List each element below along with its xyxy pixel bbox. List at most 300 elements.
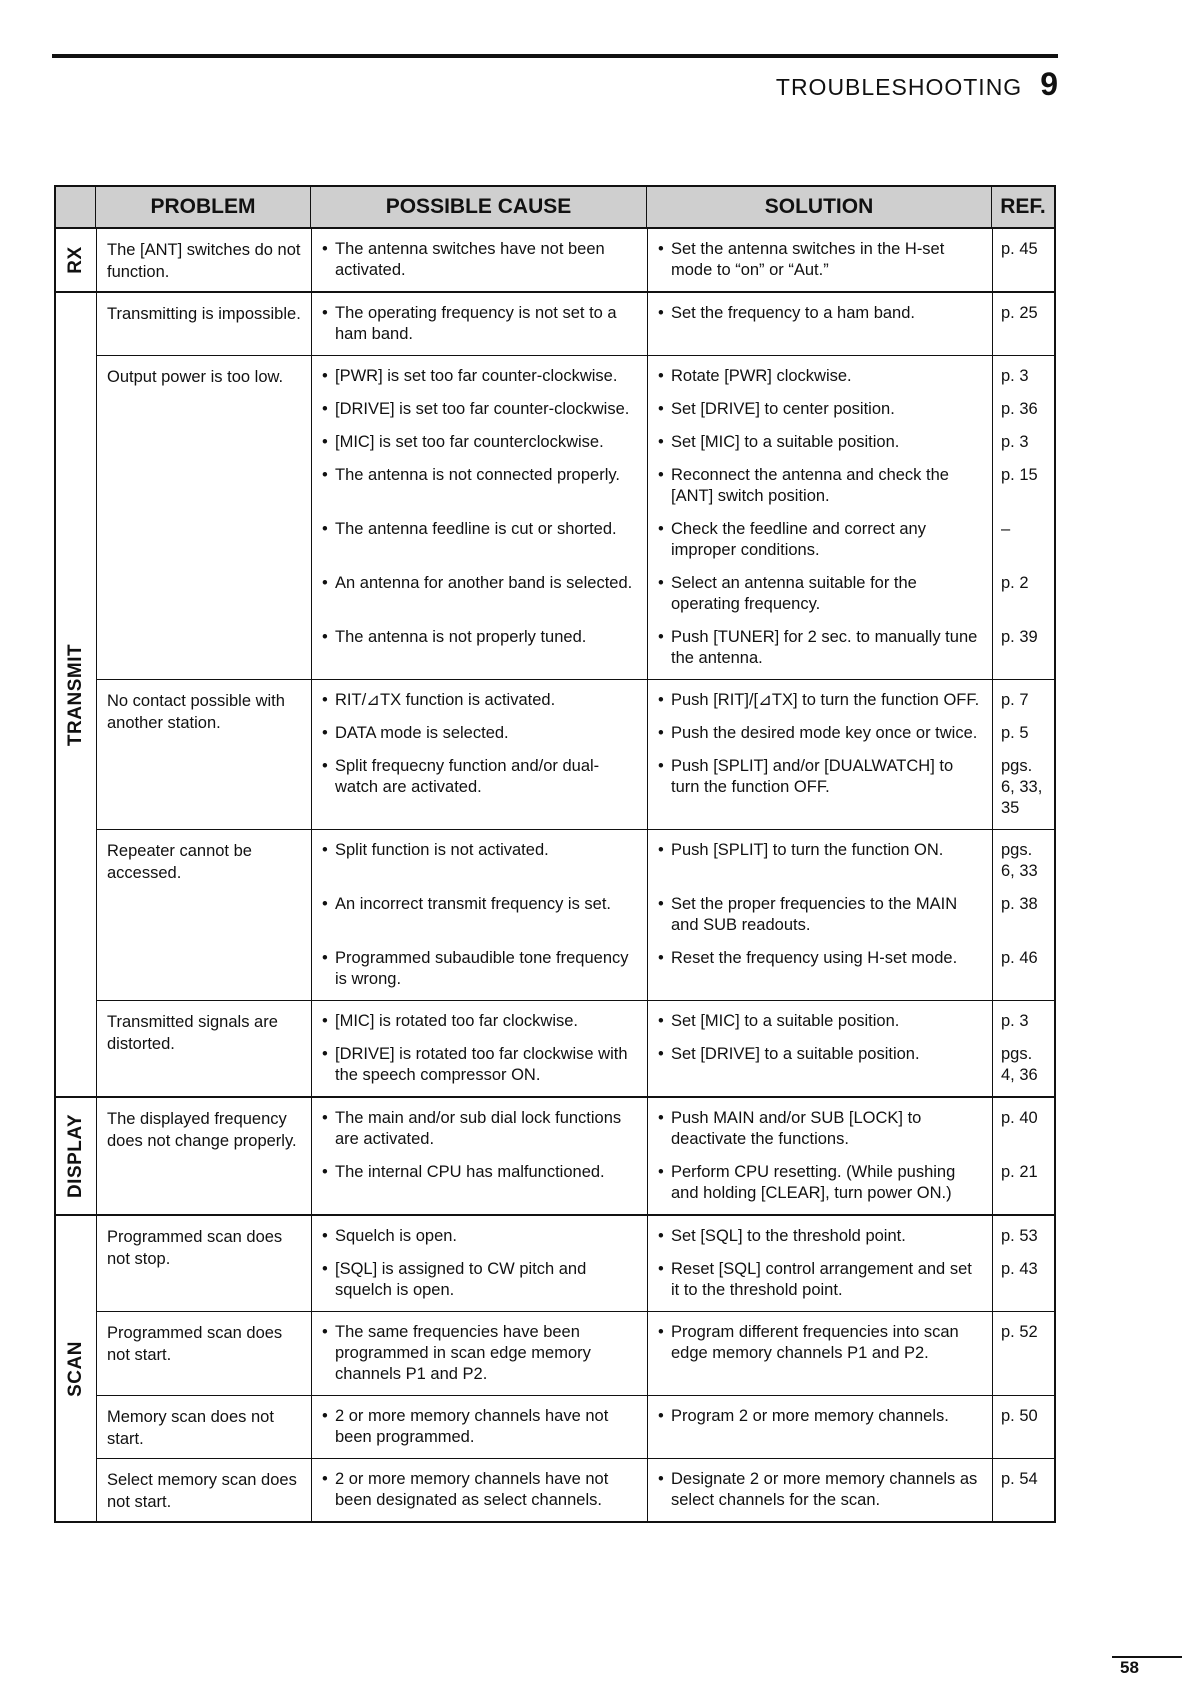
bullet-icon: • [322,240,328,258]
cause-cell-text: The operating frequency is not set to a ham band. [335,304,617,343]
bullet-icon: • [322,1163,328,1181]
bullet-icon: • [658,240,664,258]
cause-cell [312,513,648,567]
solution-cell-text: Set [DRIVE] to a suitable position. [671,1045,920,1063]
bullet-item [322,948,639,990]
cause-cell-text: [DRIVE] is rotated too far clockwise with the speech compressor ON. [335,1045,628,1084]
solution-cell-text: Designate 2 or more memory channels as select channels for the scan. [671,1470,978,1509]
cause-cell-text: 2 or more memory channels have not been designated as select channels. [335,1470,609,1509]
cause-list [312,1396,1054,1458]
ref-cell: p. 21 [1001,1163,1038,1181]
solution-cell [648,1312,993,1395]
bullet-icon: • [658,724,664,742]
bullet-icon: • [322,1407,328,1425]
solution-cell [648,621,993,679]
bullet-item [658,519,984,561]
cause-cell [312,1038,648,1096]
table-row [312,1459,1054,1521]
bullet-item [658,432,984,453]
cause-cell [312,293,648,355]
solution-cell [648,393,993,426]
bullet-icon: • [658,895,664,913]
bullet-item [658,303,984,324]
bullet-item [322,627,639,648]
ref-cell: p. 3 [1001,367,1029,385]
solution-cell-text: Set the proper frequencies to the MAIN and SUB readouts. [671,895,958,934]
solution-cell-text: Push the desired mode key once or twice. [671,724,978,742]
problem-cell: Select memory scan does not start. [97,1459,312,1521]
problem-cell: Transmitted signals are distorted. [97,1001,312,1096]
bullet-icon: • [322,1260,328,1278]
cause-cell [312,830,648,888]
ref-cell: pgs. 4, 36 [1001,1045,1038,1084]
cause-cell [312,888,648,942]
ref-cell: p. 38 [1001,895,1038,913]
table-row [312,1216,1054,1253]
bullet-icon: • [658,691,664,709]
bullet-icon: • [322,1109,328,1127]
bullet-icon: • [658,367,664,385]
bullet-item [322,1162,639,1183]
cause-cell [312,229,648,291]
bullet-item [322,1322,639,1385]
bullet-item [658,894,984,936]
ref-cell: p. 3 [1001,1012,1029,1030]
problem-cell: Memory scan does not start. [97,1396,312,1458]
ref-cell: p. 25 [1001,304,1038,322]
cause-cell [312,426,648,459]
solution-cell [648,426,993,459]
problem-cell: Programmed scan does not start. [97,1312,312,1395]
solution-cell-text: Select an antenna suitable for the operating frequency. [671,574,917,613]
solution-cell-text: Reconnect the antenna and check the [ANT] switch position. [671,466,949,505]
problem-group [97,680,1054,830]
table-row [312,680,1054,717]
problem-cell: The [ANT] switches do not function. [97,229,312,291]
column-ref: REF. [992,187,1054,227]
table-row [312,356,1054,393]
ref-cell: p. 7 [1001,691,1029,709]
ref-cell: p. 40 [1001,1109,1038,1127]
ref-cell: pgs. 6, 33, 35 [1001,757,1043,817]
page-header [776,66,1058,103]
ref-cell: p. 5 [1001,724,1029,742]
bullet-item [322,1469,639,1511]
bullet-icon: • [658,841,664,859]
table-row [312,1312,1054,1395]
bullet-icon: • [322,520,328,538]
solution-cell-text: Perform CPU resetting. (While pushing and holding [CLEAR], turn power ON.) [671,1163,956,1202]
cause-cell [312,717,648,750]
solution-cell [648,1098,993,1156]
table-row [312,717,1054,750]
bullet-item [322,399,639,420]
table-row [312,1396,1054,1458]
cause-list [312,1312,1054,1395]
table-row [312,942,1054,1000]
problem-group [97,229,1054,291]
solution-cell-text: Set [MIC] to a suitable position. [671,433,900,451]
section-scan [56,1216,1054,1521]
cause-cell-text: The same frequencies have been programmed in scan edge memory channels P1 and P2. [335,1323,591,1383]
problem-cell: No contact possible with another station. [97,680,312,829]
table-row [312,621,1054,679]
solution-cell-text: Program 2 or more memory channels. [671,1407,949,1425]
solution-cell-text: Program different frequencies into scan edge memory channels P1 and P2. [671,1323,959,1362]
problem-group [97,293,1054,356]
ref-cell: p. 43 [1001,1260,1038,1278]
solution-cell [648,888,993,942]
solution-cell [648,1038,993,1096]
solution-cell [648,717,993,750]
bullet-icon: • [322,691,328,709]
section-label [56,1216,97,1521]
section-body [97,229,1054,291]
bullet-icon: • [322,466,328,484]
table-body [56,229,1054,1521]
cause-cell-text: The antenna switches have not been activated. [335,240,605,279]
section-label-text: SCAN [65,1340,86,1397]
bullet-icon: • [658,949,664,967]
bullet-item [322,432,639,453]
cause-cell-text: DATA mode is selected. [335,724,509,742]
bullet-icon: • [322,367,328,385]
problem-group [97,1312,1054,1396]
cause-cell-text: The antenna feedline is cut or shorted. [335,520,617,538]
section-label [56,293,97,1096]
table-row [312,426,1054,459]
bullet-icon: • [322,1045,328,1063]
bullet-icon: • [322,574,328,592]
bullet-icon: • [322,1323,328,1341]
solution-cell-text: Set the frequency to a ham band. [671,304,915,322]
bullet-icon: • [322,400,328,418]
cause-list [312,1001,1054,1096]
ref-cell: p. 52 [1001,1323,1038,1341]
section-label [56,1098,97,1214]
bullet-icon: • [322,841,328,859]
cause-cell [312,1098,648,1156]
bullet-item [322,1226,639,1247]
cause-list [312,830,1054,1000]
bullet-item [322,303,639,345]
problem-cell: Output power is too low. [97,356,312,679]
problem-cell: Programmed scan does not stop. [97,1216,312,1311]
bullet-item [322,1011,639,1032]
ref-cell: p. 54 [1001,1470,1038,1488]
cause-cell [312,1459,648,1521]
bullet-icon: • [322,628,328,646]
bullet-item [658,627,984,669]
bullet-icon: • [322,304,328,322]
table-row [312,750,1054,829]
ref-cell: – [1001,520,1011,538]
bullet-item [658,1259,984,1301]
bullet-icon: • [658,1163,664,1181]
bullet-item [658,756,984,798]
table-row [312,1038,1054,1096]
solution-cell-text: Set [SQL] to the threshold point. [671,1227,906,1245]
section-body [97,293,1054,1096]
section-transmit [56,293,1054,1098]
cause-cell-text: Split function is not activated. [335,841,549,859]
cause-list [312,1459,1054,1521]
cause-cell-text: The internal CPU has malfunctioned. [335,1163,605,1181]
solution-cell [648,1459,993,1521]
table-row [312,1156,1054,1214]
cause-list [312,1098,1054,1214]
table-row [312,830,1054,888]
table-row [312,1253,1054,1311]
table-row [312,293,1054,355]
bullet-icon: • [658,628,664,646]
bullet-item [658,1226,984,1247]
solution-cell [648,1253,993,1311]
bullet-item [658,1162,984,1204]
solution-cell [648,459,993,513]
cause-cell-text: [MIC] is set too far counterclockwise. [335,433,604,451]
ref-cell: p. 36 [1001,400,1038,418]
column-cause: POSSIBLE CAUSE [311,187,647,227]
solution-cell [648,356,993,393]
solution-cell-text: Set [DRIVE] to center position. [671,400,895,418]
problem-group [97,1098,1054,1214]
problem-group [97,1459,1054,1521]
cause-cell [312,1312,648,1395]
cause-cell-text: Squelch is open. [335,1227,458,1245]
solution-cell-text: Push [RIT]/[⊿TX] to turn the function OFF. [671,691,980,709]
bullet-item [658,1322,984,1364]
problem-group [97,1216,1054,1312]
ref-cell: p. 3 [1001,433,1029,451]
table-row [312,1001,1054,1038]
solution-cell-text: Push [SPLIT] to turn the function ON. [671,841,944,859]
solution-cell-text: Reset the frequency using H-set mode. [671,949,958,967]
solution-cell-text: Check the feedline and correct any improper conditions. [671,520,926,559]
problem-cell: The displayed frequency does not change properly. [97,1098,312,1214]
bullet-icon: • [658,433,664,451]
problem-cell: Repeater cannot be accessed. [97,830,312,1000]
solution-cell [648,513,993,567]
ref-cell: p. 2 [1001,574,1029,592]
table-header [56,187,1054,229]
solution-cell [648,1396,993,1458]
bullet-item [658,840,984,861]
bullet-item [658,1044,984,1065]
ref-cell: p. 46 [1001,949,1038,967]
solution-cell-text: Reset [SQL] control arrangement and set it to the threshold point. [671,1260,972,1299]
table-row [312,229,1054,291]
bullet-item [658,948,984,969]
bullet-item [322,465,639,486]
column-solution: SOLUTION [647,187,992,227]
bullet-icon: • [658,520,664,538]
cause-list [312,356,1054,679]
cause-list [312,229,1054,291]
bullet-icon: • [658,466,664,484]
cause-cell-text: 2 or more memory channels have not been programmed. [335,1407,609,1446]
cause-list [312,293,1054,355]
cause-cell-text: RIT/⊿TX function is activated. [335,691,556,709]
bullet-icon: • [322,895,328,913]
solution-cell [648,1001,993,1038]
troubleshooting-table [54,185,1056,1523]
problem-group [97,1001,1054,1096]
section-label-text: RX [65,246,86,274]
cause-cell-text: Programmed subaudible tone frequency is wrong. [335,949,629,988]
solution-cell-text: Rotate [PWR] clockwise. [671,367,852,385]
bullet-icon: • [658,1470,664,1488]
bullet-item [322,1108,639,1150]
section-body [97,1216,1054,1521]
bullet-icon: • [658,1109,664,1127]
solution-cell [648,1216,993,1253]
table-row [312,1098,1054,1156]
ref-cell: p. 50 [1001,1407,1038,1425]
bullet-item [322,723,639,744]
section-rx [56,229,1054,293]
bullet-item [322,239,639,281]
cause-cell [312,356,648,393]
solution-cell-text: Push [SPLIT] and/or [DUALWATCH] to turn the function OFF. [671,757,954,796]
cause-cell-text: An antenna for another band is selected. [335,574,633,592]
ref-cell: p. 45 [1001,240,1038,258]
cause-cell-text: [PWR] is set too far counter-clockwise. [335,367,618,385]
table-row [312,888,1054,942]
section-label [56,229,97,291]
cause-cell-text: The main and/or sub dial lock functions are activated. [335,1109,622,1148]
bullet-icon: • [658,574,664,592]
bullet-item [658,1108,984,1150]
bullet-item [658,1469,984,1511]
bullet-item [322,573,639,594]
cause-cell [312,1156,648,1214]
bullet-item [658,1011,984,1032]
cause-cell-text: The antenna is not connected properly. [335,466,620,484]
ref-cell: p. 53 [1001,1227,1038,1245]
cause-cell-text: Split frequecny function and/or dual-watch are activated. [335,757,600,796]
cause-cell [312,567,648,621]
solution-cell [648,293,993,355]
table-row [312,393,1054,426]
bullet-item [322,1044,639,1086]
cause-list [312,680,1054,829]
solution-cell [648,1156,993,1214]
bullet-icon: • [322,724,328,742]
bullet-item [322,840,639,861]
bullet-icon: • [658,1045,664,1063]
ref-cell: pgs. 6, 33 [1001,841,1038,880]
problem-group [97,1396,1054,1459]
problem-group [97,356,1054,680]
table-row [312,567,1054,621]
header-blank [56,187,96,227]
bullet-item [658,399,984,420]
bullet-item [658,465,984,507]
bullet-icon: • [322,433,328,451]
bullet-icon: • [322,757,328,775]
solution-cell [648,942,993,1000]
bullet-icon: • [658,1407,664,1425]
cause-list [312,1216,1054,1311]
cause-cell-text: [SQL] is assigned to CW pitch and squelch is open. [335,1260,587,1299]
cause-cell-text: [DRIVE] is set too far counter-clockwise. [335,400,630,418]
ref-cell: p. 39 [1001,628,1038,646]
bullet-item [322,1259,639,1301]
cause-cell [312,942,648,1000]
section-body [97,1098,1054,1214]
ref-cell: p. 15 [1001,466,1038,484]
bullet-icon: • [658,400,664,418]
bullet-item [322,519,639,540]
cause-cell-text: The antenna is not properly tuned. [335,628,587,646]
cause-cell-text: [MIC] is rotated too far clockwise. [335,1012,578,1030]
bullet-item [658,366,984,387]
bullet-icon: • [658,304,664,322]
bullet-icon: • [658,1012,664,1030]
section-display [56,1098,1054,1216]
header-title: TROUBLESHOOTING [775,74,1023,100]
cause-cell [312,393,648,426]
solution-cell-text: Set [MIC] to a suitable position. [671,1012,900,1030]
cause-cell [312,1396,648,1458]
section-label-text: DISPLAY [65,1113,86,1199]
bullet-item [658,690,984,711]
bullet-item [322,690,639,711]
section-label-text: TRANSMIT [65,643,86,746]
column-problem: PROBLEM [96,187,311,227]
bullet-item [322,756,639,798]
solution-cell-text: Push [TUNER] for 2 sec. to manually tune the antenna. [671,628,978,667]
bullet-icon: • [322,1012,328,1030]
bullet-item [658,239,984,281]
cause-cell [312,750,648,829]
cause-cell [312,1216,648,1253]
solution-cell [648,750,993,829]
cause-cell [312,1253,648,1311]
solution-cell [648,229,993,291]
chapter-number: 9 [1040,66,1058,102]
bullet-icon: • [658,1227,664,1245]
solution-cell [648,830,993,888]
solution-cell-text: Set the antenna switches in the H-set mode to “on” or “Aut.” [671,240,945,279]
bullet-icon: • [322,949,328,967]
table-row [312,513,1054,567]
bullet-item [322,894,639,915]
bullet-item [658,1406,984,1427]
bullet-icon: • [658,757,664,775]
cause-cell [312,1001,648,1038]
solution-cell-text: Push MAIN and/or SUB [LOCK] to deactivate the functions. [671,1109,922,1148]
bullet-icon: • [658,1260,664,1278]
top-rule [52,54,1058,58]
problem-group [97,830,1054,1001]
cause-cell [312,680,648,717]
bullet-icon: • [322,1470,328,1488]
table-row [312,459,1054,513]
bullet-item [322,366,639,387]
cause-cell-text: An incorrect transmit frequency is set. [335,895,612,913]
bullet-icon: • [322,1227,328,1245]
bullet-item [658,723,984,744]
cause-cell [312,621,648,679]
problem-cell: Transmitting is impossible. [97,293,312,355]
page-number: 58 [1120,1658,1139,1677]
bullet-item [658,573,984,615]
bullet-item [322,1406,639,1448]
solution-cell [648,680,993,717]
solution-cell [648,567,993,621]
